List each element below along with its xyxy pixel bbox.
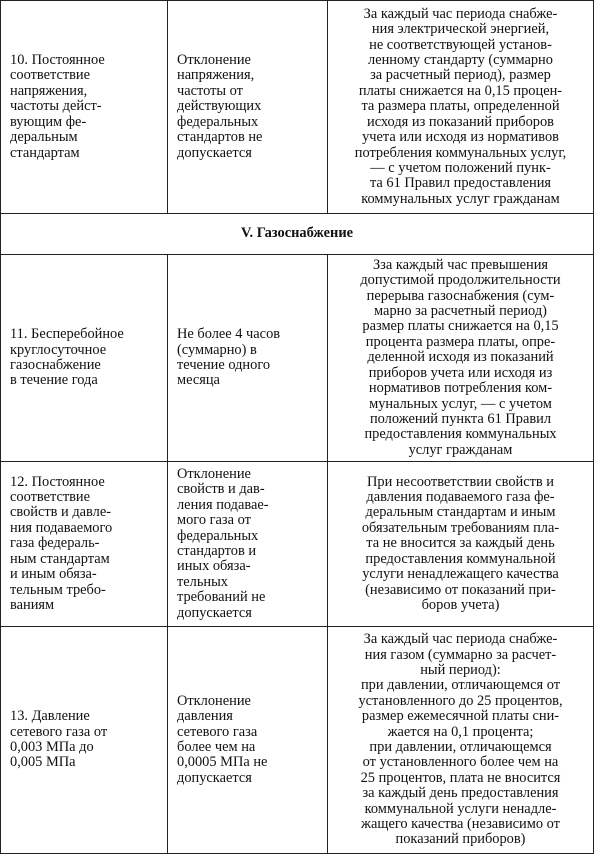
- requirement-text: 10. Постоянное соответствие напряжения, частоты дейст- вующим фе- деральным стандартам: [10, 52, 105, 161]
- payment-change-cell: [328, 627, 594, 854]
- deviation-text: Отклонение давления сетевого газа более чем на 0,0005 МПа не допускается: [177, 692, 268, 786]
- deviation-cell: [168, 1, 328, 214]
- payment-change-text: Зза каждый час превышения допустимой продолжительности перерыва газоснабжения (сум- марно за расчетный период) размер платы снижается на 0,15 процента размера платы, опре- деленной исходя из показаний приборов учета или исходя из нормативов потребления ком- мунальных услуг, — с учетом положений пункта 61 Правил предоставления коммунальных услуг гражданам: [360, 256, 561, 458]
- payment-change-cell: [328, 255, 594, 462]
- payment-change-text: За каждый час периода снабже- ния газом (суммарно за расчет- ный период): при давлении, отличающемся от установленного до 25 процентов, размер ежемесячной платы сни- жается на 0,1 процента; при давлении, отличающемся от установленного более чем на 25 процентов, плата не вносится за каждый день предоставления коммунальной услуги ненадле- жащего качества (независимо от показаний приборов): [358, 631, 563, 848]
- payment-change-cell: [328, 1, 594, 214]
- deviation-cell: [168, 462, 328, 627]
- table-row-gas-13: [1, 627, 594, 854]
- payment-change-text: При несоответствии свойств и давления подаваемого газа фе- деральным стандартам и иным обязательным требованиям пла- та не вносится за каждый день предоставления коммунальной услуги ненадлежащего качества (независимо от показаний при- боров учета): [361, 473, 560, 613]
- deviation-cell: [168, 627, 328, 854]
- table-row-electricity-10: [1, 1, 594, 214]
- table-row-gas-12: [1, 462, 594, 627]
- requirement-cell: [1, 462, 168, 627]
- payment-change-text: За каждый час периода снабже- ния электрической энергией, не соответствующей установ- ленному стандарту (суммарно за расчетный период), размер платы снижается на 0,15 процен- та размера платы, определенной исходя из показаний приборов учета или исходя из нормативов потребления коммунальных услуг, — с учетом положений пунк- та 61 Правил предоставления коммунальных услуг гражданам: [354, 5, 567, 207]
- requirement-text: 13. Давление сетевого газа от 0,003 МПа до 0,005 МПа: [10, 708, 108, 771]
- deviation-text: Не более 4 часов (суммарно) в течение одного месяца: [177, 326, 281, 389]
- section-heading-cell: [1, 214, 594, 255]
- requirement-cell: [1, 255, 168, 462]
- requirement-text: 12. Постоянное соответствие свойств и давле- ния подаваемого газа федераль- ным стандартам и иным обяза- тельным требо- ваниям: [10, 473, 113, 613]
- deviation-text: Отклонение свойств и дав- ления подавае- мого газа от федеральных стандартов и иных обяза- тельных требований не допускается: [177, 465, 269, 621]
- section-title: V. Газоснабжение: [240, 225, 354, 242]
- deviation-text: Отклонение напряжения, частоты от действующих федеральных стандартов не допускается: [177, 52, 263, 161]
- section-heading-row: [1, 214, 594, 255]
- requirement-text: 11. Бесперебойное круглосуточное газоснабжение в течение года: [10, 326, 124, 389]
- payment-change-cell: [328, 462, 594, 627]
- requirement-cell: [1, 1, 168, 214]
- requirement-cell: [1, 627, 168, 854]
- deviation-cell: [168, 255, 328, 462]
- table-row-gas-11: [1, 255, 594, 462]
